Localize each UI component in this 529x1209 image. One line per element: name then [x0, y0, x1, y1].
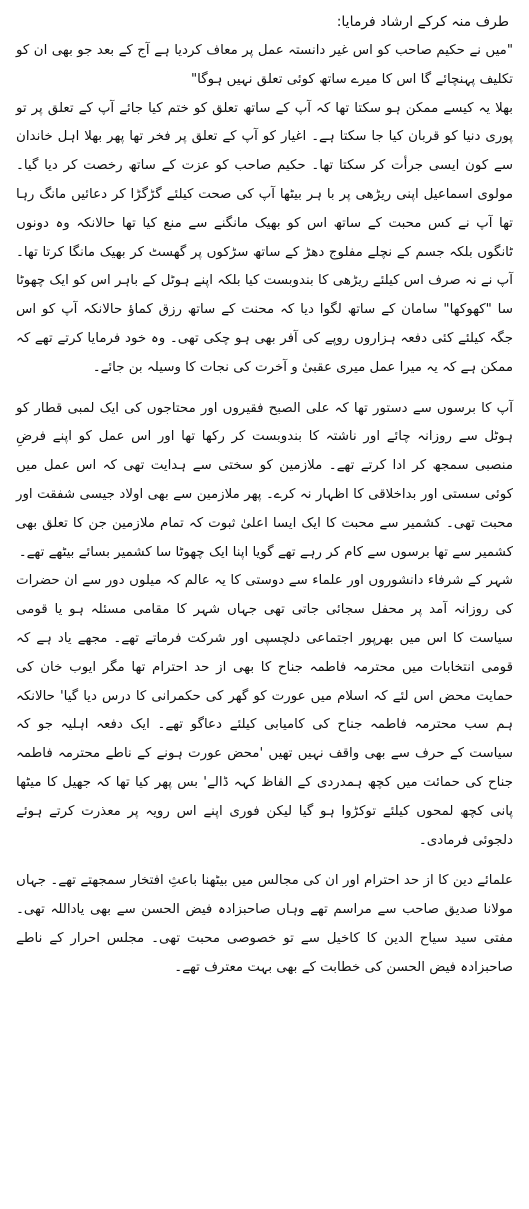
quote-paragraph: "میں نے حکیم صاحب کو اس غیر دانستہ عمل پر معاف کردیا ہے آج کے بعد جو بھی ان کو تکلیف پہنچائے گا اس کا میرے ساتھ کوئی تعلق نہیں ہوگا" [16, 43, 513, 87]
paragraph-4: شہر کے شرفاء دانشوروں اور علماء سے دوستی کا یہ عالم کہ میلوں دور سے ان حضرات کی روزانہ آمد پر محفل سجائی جاتی تھی جہاں شہر کا مقامی مسئلہ ہو یا قومی سیاست کا اس میں بھرپور اجتماعی دلچسپی اور شرکت فرماتے تھے۔ مجھے یاد ہے کہ قومی انتخابات میں محترمہ فاطمہ جناح کا بھی از حد احترام تھا مگر ایوب خان کی حمایت محض اس لئے کہ اسلام میں عورت کو گھر کی حکمرانی کا درس دیا گیا' حالانکہ ہم سب محترمہ فاطمہ جناح کی کامیابی کیلئے دعاگو تھے۔ ایک دفعہ اہلیہ جو کہ سیاست کے حرف سے بھی واقف نہیں تھیں 'محض عورت ہونے کے ناطے محترمہ فاطمہ جناح کی حمائت میں کچھ ہمدردی کے الفاظ کہہ ڈالے' بس پھر کیا تھا کہ جھیل کا میٹھا پانی کچھ لمحوں کیلئے توکڑوا ہو گیا لیکن فوری اپنے اس رویہ پر معذرت کرتے ہوئے دلجوئی فرمادی۔ [16, 573, 513, 848]
paragraph-gap [16, 855, 513, 867]
paragraph-2: بھلا یہ کیسے ممکن ہو سکتا تھا کہ آپ کے ساتھ تعلق کو ختم کیا جائے آپ کے تعلق پر تو پوری دنیا کو قربان کیا جا سکتا ہے۔ اغیار کو آپ کے تعلق پر فخر تھا پھر بھلا اہل خاندان سے کون ایسی جرأت کر سکتا تھا۔ حکیم صاحب کو عزت کے ساتھ رخصت کر دیا گیا۔ مولوی اسماعیل اپنی ریڑھی پر با ہر بیٹھا آپ کی صحت کیلئے گڑگڑا کر دعائیں مانگ رہا تھا آپ نے کس محبت کے ساتھ اس کو بھیک مانگنے سے منع کیا تھا حالانکہ وہ دونوں ٹانگوں بلکہ جسم کے نچلے مفلوج دھڑ کے ساتھ سڑکوں پر گھسٹ کر بھیک مانگا کرتا تھا۔ آپ نے نہ صرف اس کیلئے ریڑھی کا بندوبست کیا بلکہ اپنے ہوٹل کے باہر اس کو ایک چھوٹا سا "کھوکھا" سامان کے ساتھ لگوا دیا کہ محنت کے ساتھ رزق کماؤ حالانکہ آپ کو اس جگہ کیلئے کئی دفعہ ہزاروں روپے کی آفر بھی ہو چکی تھی۔ وہ خود فرمایا کرتے تھے کہ ممکن ہے کہ یہ میرا عمل میری عقبیٰ و آخرت کی نجات کا وسیلہ بن جائے۔ [16, 100, 513, 375]
intro-line: طرف منہ کرکے ارشاد فرمایا: [336, 14, 509, 30]
paragraph-gap [16, 383, 513, 395]
paragraph-5: علمائے دین کا از حد احترام اور ان کی مجالس میں بیٹھنا باعثِ افتخار سمجھتے تھے۔ جہاں مولانا صدیق صاحب سے مراسم تھے وہاں صاحبزادہ فیض الحسن سے بھی یاداللہ تھی۔ مفتی سید سیاح الدین کا کاخیل سے تو خصوصی محبت تھی۔ مجلس احرار کے ناطے صاحبزادہ فیض الحسن کی خطابت کے بھی بہت معترف تھے۔ [16, 873, 513, 975]
paragraph-3: آپ کا برسوں سے دستور تھا کہ علی الصبح فقیروں اور محتاجوں کی ایک لمبی قطار کو ہوٹل سے روزانہ چائے اور ناشتہ کا بندوبست کر رکھا تھا اور اس عمل کو اپنے فرضِ منصبی سمجھ کر ادا کرتے تھے۔ ملازمین کو سختی سے ہدایت تھی کہ اس عمل میں کوئی سستی اور بداخلاقی کا اظہار نہ کرے۔ پھر ملازمین سے بھی اولاد جیسی شفقت اور محبت تھی۔ کشمیر سے محبت کا ایک ایسا اعلیٰ ثبوت کہ تمام ملازمین جن کا تعلق بھی کشمیر سے تھا برسوں سے کام کر رہے تھے گویا اپنا ایک چھوٹا سا کشمیر بسائے بیٹھے تھے۔ [16, 400, 513, 560]
